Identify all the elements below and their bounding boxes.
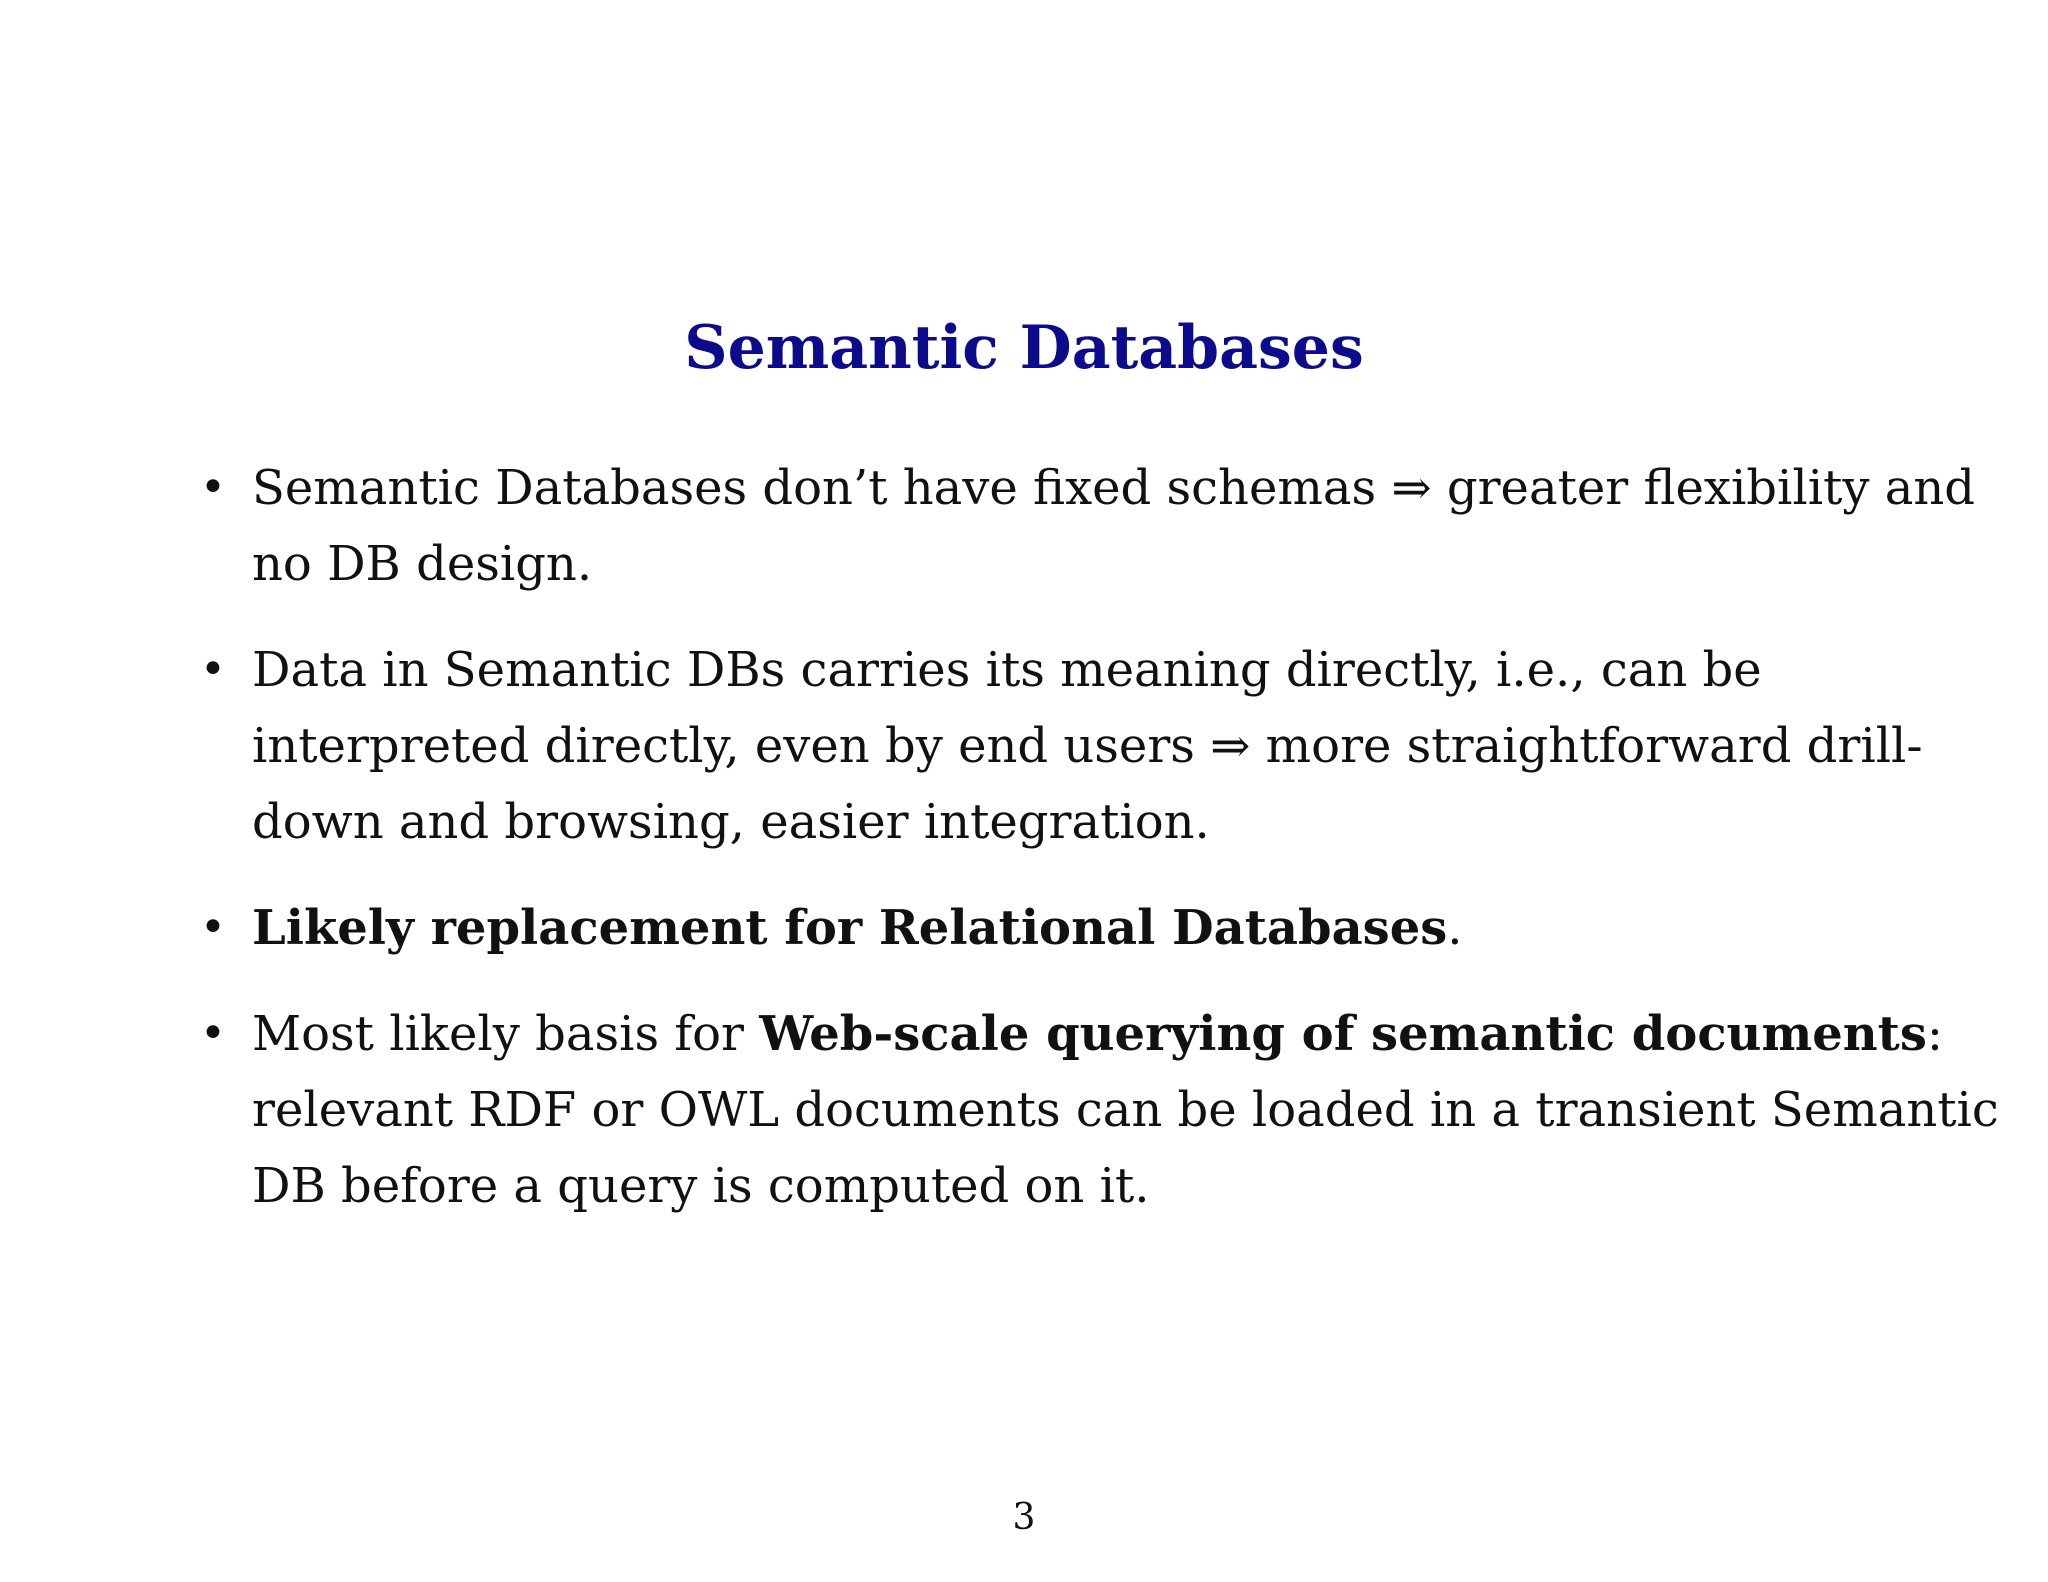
- bullet-list: [200, 450, 2010, 1254]
- bullet-text-suffix: : relevant RDF or OWL documents can be loaded in a transient Semantic DB before a query is computed on it.: [252, 1006, 1999, 1214]
- bullet-icon: •: [200, 1008, 226, 1059]
- bullet-item-1: [200, 450, 2010, 602]
- bullet-item-3: [200, 890, 2010, 966]
- bullet-icon: •: [200, 902, 226, 953]
- bullet-text: Semantic Databases don’t have fixed schemas ⇒ greater flexibility and no DB design.: [252, 460, 1976, 592]
- bullet-icon: •: [200, 462, 226, 513]
- bullet-item-4: [200, 996, 2010, 1224]
- bullet-text: Data in Semantic DBs carries its meaning directly, i.e., can be interpreted directly, even by end users ⇒ more straightforward drill-down and browsing, easier integration.: [252, 642, 1923, 850]
- bullet-bold-text: Likely replacement for Relational Databases: [252, 900, 1448, 956]
- bullet-bold-text: Web-scale querying of semantic documents: [759, 1006, 1927, 1062]
- bullet-text-suffix: .: [1447, 900, 1463, 956]
- bullet-text-prefix: Most likely basis for: [252, 1006, 760, 1062]
- page-number: 3: [1012, 1497, 1036, 1538]
- bullet-item-2: [200, 632, 2010, 860]
- bullet-icon: •: [200, 644, 226, 695]
- slide-title: Semantic Databases: [684, 313, 1364, 383]
